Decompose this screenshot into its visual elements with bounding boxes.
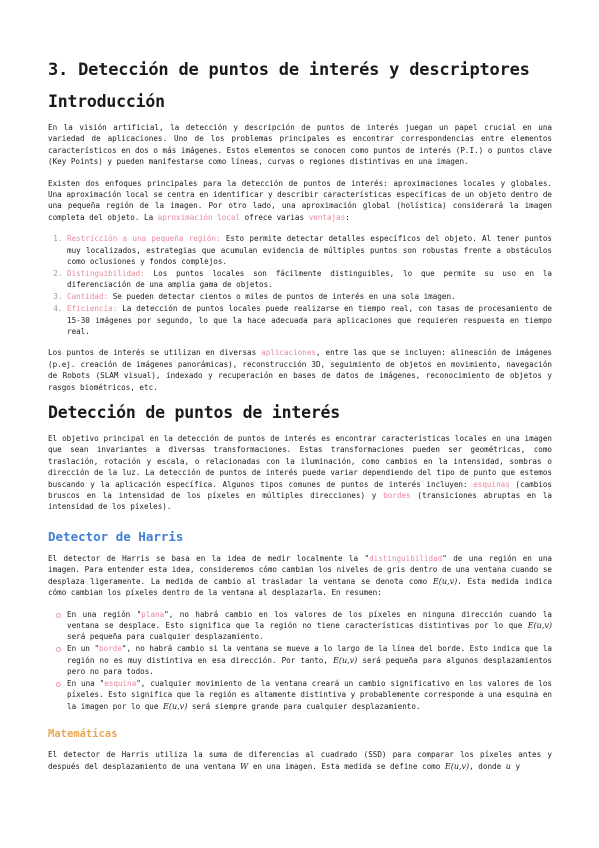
math-euv: E(u,v) bbox=[163, 701, 188, 711]
text-span: " de una región en una imagen. Para entender esta idea, consideremos cómo cambian los niveles de gris dentro de una ventana cuando se desplaza ligeramente. La medida de cambio al trasladar la ventana se denota como bbox=[48, 553, 552, 586]
link-plana[interactable]: plana bbox=[141, 609, 165, 619]
list-item bbox=[67, 643, 552, 677]
text-span: Los puntos de interés se utilizan en diversas bbox=[48, 348, 262, 358]
harris-bullets bbox=[48, 609, 552, 713]
detection-paragraph bbox=[48, 433, 552, 513]
advantages-list bbox=[48, 233, 552, 337]
text-span: En una " bbox=[67, 678, 105, 688]
list-item bbox=[67, 291, 552, 302]
link-borde[interactable]: borde bbox=[99, 644, 122, 654]
text-span: : bbox=[345, 212, 350, 222]
math-w: W bbox=[240, 761, 249, 771]
list-item-term[interactable]: Eficiencia: bbox=[67, 304, 118, 314]
list-item bbox=[67, 268, 552, 291]
text-span: El detector de Harris utiliza la suma de diferencias al cuadrado (SSD) para comparar los píxeles antes y después del desplazamiento de una ventana bbox=[48, 750, 552, 771]
text-span: El detector de Harris se basa en la idea de medir localmente la " bbox=[48, 553, 370, 563]
link-bordes[interactable]: bordes bbox=[383, 491, 411, 501]
text-span: Existen dos enfoques principales para la detección de puntos de interés: aproximaciones locales y globales. Una aproximación local se centra en identificar y describir características específicas de un objeto dentro de una pequeña región de la imagen. Por otro lado, una aproximación global (holística) considerará la imagen completa del objeto. La bbox=[48, 178, 552, 222]
text-span: (cambios bruscos en la intensidad de los píxeles en múltiples direcciones) y bbox=[48, 479, 553, 501]
intro-paragraph-1: En la visión artificial, la detección y descripción de puntos de interés juegan un papel crucial en una variedad de aplicaciones. Uno de los problemas principales es encontrar correspondencias entre elementos característicos en dos o más imágenes. Estos elementos se conocen como puntos de interés (P.I.) o puntos clave (Key Points) y pueden manifestarse como líneas, curvas o regiones distintivas en una imagen. bbox=[48, 123, 552, 167]
math-heading: Matemáticas bbox=[48, 728, 118, 741]
math-euv: E(u,v) bbox=[444, 761, 470, 771]
text-span: será pequeña para algunos desplazamientos pero no para todos. bbox=[67, 655, 552, 677]
text-span: y bbox=[510, 761, 521, 771]
link-aproximacion-local[interactable]: aproximación local bbox=[157, 212, 241, 222]
harris-heading: Detector de Harris bbox=[48, 528, 184, 544]
list-item bbox=[67, 303, 552, 337]
link-esquinas[interactable]: esquinas bbox=[473, 479, 510, 489]
text-span: (transiciones abruptas en la intensidad de los píxeles). bbox=[48, 491, 552, 512]
text-span: será siempre grande para cualquier desplazamiento. bbox=[187, 701, 421, 711]
document-title: 3. Detección de puntos de interés y descriptores bbox=[48, 60, 530, 80]
list-item-text: Los puntos locales son fácilmente distinguibles, lo que permite su uso en la diferenciación de una amplia gama de objetos. bbox=[67, 268, 552, 290]
list-item-text: Esto permite detectar detalles específicos del objeto. Al tener puntos muy localizados, estrategias que acumulan evidencia de múltiples puntos son robustas frente a obstáculos como oclusiones y fondos complejos. bbox=[67, 234, 552, 267]
document-page bbox=[48, 60, 552, 782]
intro-paragraph-3 bbox=[48, 347, 552, 393]
math-euv: E(u,v) bbox=[332, 655, 358, 665]
text-span: . Esta medida indica cómo cambian los píxeles dentro de la ventana al desplazarla. En resumen: bbox=[48, 576, 553, 598]
text-span: , entre las que se incluyen: alineación de imágenes (p.ej. creación de imágenes panorámicas), reconstrucción 3D, seguimiento de objetos en movimiento, navegación de Robots (SLAM visual), indexado y recuperación en bases de datos de imágenes, reconocimiento de objetos y rasgos biométricos, etc. bbox=[48, 348, 552, 392]
text-span: El objetivo principal en la detección de puntos de interés es encontrar características locales en una imagen que sean invariantes a diversas transformaciones. Estas transformaciones pueden ser geométricas, como traslación, rotación y escala, o relacionadas con la iluminación, como cambios en la intensidad, sombras o dirección de la luz. La detección de puntos de interés puede variar dependiendo del tipo de punto que estemos buscando y la aplicación específica. Algunos tipos comunes de puntos de interés incluyen: bbox=[48, 434, 552, 489]
list-item bbox=[67, 678, 552, 712]
math-euv: E(u,v) bbox=[527, 620, 552, 630]
text-span: ", cualquier movimiento de la ventana creará un cambio significativo en los valores de los píxeles. Esto significa que la región es altamente distintiva y probablemente corresponde a una esquina en la imagen por lo que bbox=[67, 678, 553, 711]
math-euv: E(u,v) bbox=[432, 576, 458, 586]
text-span: ofrece varias bbox=[240, 212, 309, 222]
list-item-term[interactable]: Cantidad: bbox=[67, 292, 109, 302]
intro-heading: Introducción bbox=[48, 92, 165, 111]
list-item-text: Se pueden detectar cientos o miles de puntos de interés en una sola imagen. bbox=[108, 292, 456, 302]
list-item-term[interactable]: Restricción a una pequeña región: bbox=[67, 234, 221, 244]
detection-heading: Detección de puntos de interés bbox=[48, 403, 341, 423]
text-span: será pequeña para cualquier desplazamiento. bbox=[67, 632, 264, 642]
link-distinguibilidad[interactable]: distinguibilidad bbox=[369, 553, 443, 563]
intro-paragraph-2 bbox=[48, 178, 552, 224]
link-ventajas[interactable]: ventajas bbox=[308, 212, 346, 222]
text-span: ", no habrá cambio en los valores de los píxeles en ninguna dirección cuando la ventana se desplace. Esto significa que la región no tiene características distintivas por lo que bbox=[67, 609, 552, 630]
text-span: En un " bbox=[67, 644, 100, 654]
list-item-text: La detección de puntos locales puede realizarse en tiempo real, con tasas de procesamiento de 15-30 imágenes por segundo, lo que la hace adecuada para aplicaciones que requieren respuesta en tiempo real. bbox=[67, 304, 552, 336]
text-span: , donde bbox=[469, 761, 506, 771]
list-item bbox=[67, 233, 552, 267]
list-item bbox=[67, 609, 552, 643]
text-span: en una imagen. Esta medida se define como bbox=[248, 761, 445, 771]
math-u: u bbox=[505, 761, 511, 771]
text-span: ", no habrá cambio si la ventana se mueve a lo largo de la línea del borde. Esto indica que la región no es muy distintiva en esa dirección. Por tanto, bbox=[67, 644, 552, 665]
list-item-term[interactable]: Distinguibilidad: bbox=[67, 268, 145, 278]
math-paragraph bbox=[48, 749, 552, 772]
link-aplicaciones[interactable]: aplicaciones bbox=[261, 348, 316, 358]
link-esquina[interactable]: esquina bbox=[104, 678, 137, 688]
text-span: En una región " bbox=[67, 609, 142, 619]
harris-paragraph bbox=[48, 553, 552, 599]
